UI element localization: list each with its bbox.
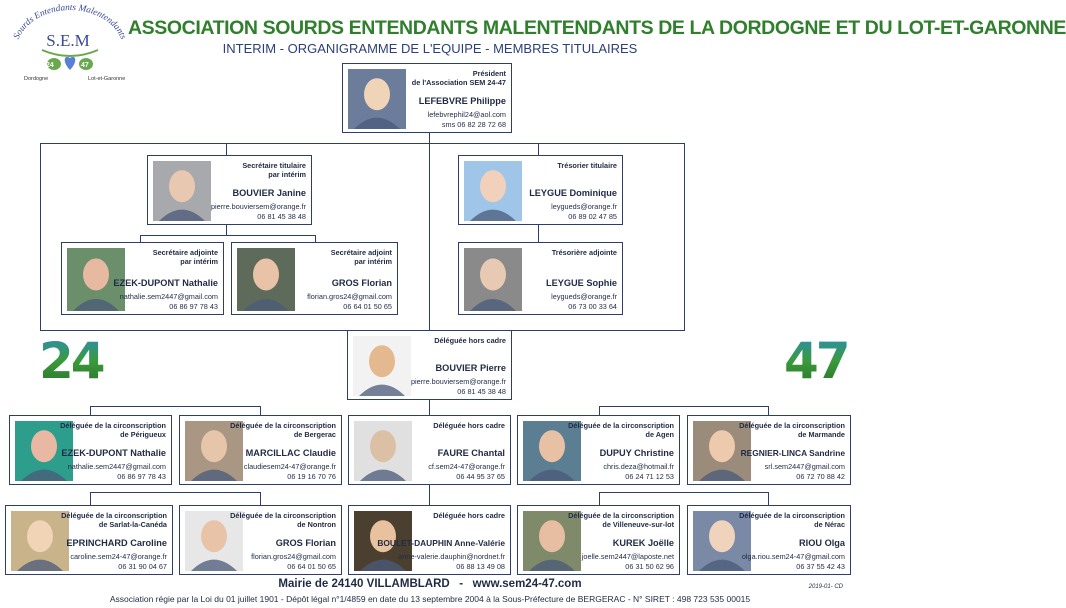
page-subtitle: INTERIM - ORGANIGRAMME DE L'EQUIPE - MEMBRES TITULAIRES <box>222 41 638 56</box>
connector-line <box>90 492 260 493</box>
association-logo <box>6 4 134 82</box>
member-email-link[interactable]: srl.sem2447@gmail.com <box>764 462 845 471</box>
member-role: Déléguée de la circonscription de Sarlat-la-Canéda <box>61 511 167 529</box>
member-phone: 06 89 02 47 85 <box>568 212 617 221</box>
member-phone: sms 06 82 28 72 68 <box>441 120 506 129</box>
member-photo <box>354 421 412 481</box>
member-card-boulet <box>348 505 511 575</box>
member-role: Secrétaire titulaire par intérim <box>242 161 306 179</box>
logo-arc-text: Sourds Entendants Malentendants <box>11 4 129 41</box>
department-number-left <box>37 330 103 398</box>
member-name: DUPUY Christine <box>599 448 674 458</box>
member-email-link[interactable]: leygueds@orange.fr <box>551 202 617 211</box>
member-email-link[interactable]: lefebvrephil24@aol.com <box>427 110 506 119</box>
connector-line <box>140 235 316 236</box>
member-role: Déléguée hors cadre <box>433 511 505 520</box>
member-card-agen <box>517 415 680 485</box>
member-email-link[interactable]: pierre.bouviersem@orange.fr <box>410 377 506 386</box>
connector-line <box>599 492 769 493</box>
connector-line <box>40 143 41 331</box>
member-phone: 06 81 45 38 48 <box>257 212 306 221</box>
member-name: EZEK-DUPONT Nathalie <box>113 278 218 288</box>
member-card-nerac <box>687 505 851 575</box>
connector-line <box>226 225 227 235</box>
member-phone: 06 31 50 62 96 <box>625 562 674 571</box>
member-phone: 06 37 55 42 43 <box>796 562 845 571</box>
connector-line <box>599 492 600 505</box>
connector-line <box>768 492 769 505</box>
connector-line <box>40 143 685 144</box>
connector-line <box>226 143 227 155</box>
member-email-link[interactable]: florian.gros24@gmail.com <box>307 292 392 301</box>
member-card-secretary-deputy-2 <box>231 242 398 315</box>
connector-line <box>429 132 430 330</box>
member-role: Trésorière adjointe <box>551 248 617 257</box>
member-name: BOULET-DAUPHIN Anne-Valérie <box>377 538 505 548</box>
member-name: GROS Florian <box>331 278 392 288</box>
member-role: Déléguée de la circonscription de Nontron <box>230 511 336 529</box>
member-card-treasurer <box>458 155 623 225</box>
member-phone: 06 24 71 12 53 <box>625 472 674 481</box>
connector-line <box>538 225 539 242</box>
member-card-bergerac <box>179 415 342 485</box>
member-photo <box>464 248 522 311</box>
member-card-marmande <box>687 415 851 485</box>
member-email-link[interactable]: chris.deza@hotmail.fr <box>603 462 674 471</box>
connector-line <box>599 406 600 415</box>
member-email-link[interactable]: cf.sem24-47@orange.fr <box>428 462 505 471</box>
connector-line <box>768 406 769 415</box>
member-name: MARCILLAC Claudie <box>245 448 336 458</box>
member-name: FAURE Chantal <box>437 448 505 458</box>
member-phone: 06 31 90 04 67 <box>118 562 167 571</box>
connector-line <box>260 492 261 505</box>
svg-text:47: 47 <box>784 332 848 390</box>
member-phone: 06 81 45 38 48 <box>457 387 506 396</box>
document-stamp: 2019-01- CD <box>808 584 843 590</box>
page-title: ASSOCIATION SOURDS ENTENDANTS MALENTENDANTS DE LA DORDOGNE ET DU LOT-ET-GARONNE <box>128 17 1066 39</box>
connector-line <box>315 235 316 242</box>
department-number-right <box>782 330 848 398</box>
connector-line <box>429 485 430 505</box>
member-name: EZEK-DUPONT Nathalie <box>61 448 166 458</box>
member-role: Déléguée de la circonscription de Bergerac <box>230 421 336 439</box>
logo-label-right: Lot-et-Garonne <box>88 76 126 82</box>
member-role: Déléguée hors cadre <box>434 336 506 345</box>
member-phone: 06 86 97 78 43 <box>169 302 218 311</box>
member-name: LEYGUE Dominique <box>529 188 617 198</box>
member-role: Secrétaire adjoint par intérim <box>330 248 392 266</box>
connector-line <box>684 143 685 331</box>
logo-number-left: 24 <box>46 62 54 69</box>
member-name: REGNIER-LINCA Sandrine <box>740 448 845 458</box>
member-role: Déléguée de la circonscription de Nérac <box>739 511 845 529</box>
member-card-delegate-main <box>347 330 512 400</box>
member-name: KUREK Joëlle <box>612 538 674 548</box>
member-name: LEFEBVRE Philippe <box>418 96 506 106</box>
connector-line <box>90 406 260 407</box>
connector-line <box>260 406 261 415</box>
member-phone: 06 64 01 50 65 <box>343 302 392 311</box>
member-name: RIOU Olga <box>799 538 845 548</box>
member-email-link[interactable]: nathalie.sem2447@gmail.com <box>67 462 166 471</box>
member-email-link[interactable]: claudiesem24-47@orange.fr <box>243 462 336 471</box>
member-role: Déléguée de la circonscription de Marmande <box>739 421 845 439</box>
member-email-link[interactable]: florian.gros24@gmail.com <box>251 552 336 561</box>
member-email-link[interactable]: leygueds@orange.fr <box>551 292 617 301</box>
member-card-secretary-deputy-1 <box>61 242 224 315</box>
member-role: Déléguée de la circonscription de Villeneuve-sur-lot <box>568 511 674 529</box>
member-phone: 06 19 16 70 76 <box>287 472 336 481</box>
member-name: BOUVIER Pierre <box>435 363 506 373</box>
member-photo <box>353 336 411 396</box>
connector-line <box>429 400 430 416</box>
member-name: GROS Florian <box>275 538 336 548</box>
connector-line <box>140 235 141 242</box>
member-card-president <box>342 63 512 133</box>
member-role: Secrétaire adjointe par intérim <box>152 248 218 266</box>
member-email-link[interactable]: anne-valerie.dauphin@nordnet.fr <box>398 552 505 561</box>
connector-line <box>538 143 539 155</box>
member-name: LEYGUE Sophie <box>546 278 617 288</box>
footer-address: Mairie de 24140 VILLAMBLARD - www.sem24-47.com <box>278 578 582 590</box>
member-role: Président de l'Association SEM 24-47 <box>411 69 506 87</box>
member-card-treasurer-deputy <box>458 242 623 315</box>
footer-legal: Association régie par la Loi du 01 juillet 1901 - Dépôt légal n°1/4859 en date du 13 septembre 2004 à la Sous-Préfecture de BERGERAC - N° SIRET : 498 723 535 00015 <box>109 594 751 604</box>
member-card-sarlat <box>5 505 173 575</box>
member-email-link[interactable]: caroline.sem24-47@orange.fr <box>70 552 167 561</box>
member-card-secretary <box>147 155 312 225</box>
member-role: Déléguée hors cadre <box>433 421 505 430</box>
member-phone: 06 73 00 33 64 <box>568 302 617 311</box>
member-photo <box>464 161 522 221</box>
connector-line <box>90 406 91 415</box>
member-email-link[interactable]: olga.riou.sem24-47@gmail.com <box>741 552 845 561</box>
member-phone: 06 64 01 50 65 <box>287 562 336 571</box>
member-card-faure <box>348 415 511 485</box>
member-email-link[interactable]: joelle.sem2447@laposte.net <box>581 552 674 561</box>
logo-graphic <box>6 4 134 82</box>
logo-number-right: 47 <box>81 62 89 69</box>
member-role: Déléguée de la circonscription de Périgueux <box>60 421 166 439</box>
connector-line <box>90 492 91 505</box>
member-card-villeneuve <box>517 505 680 575</box>
svg-text:24: 24 <box>39 332 103 390</box>
member-phone: 06 44 95 37 65 <box>456 472 505 481</box>
member-phone: 06 72 70 88 42 <box>796 472 845 481</box>
member-role: Déléguée de la circonscription de Agen <box>568 421 674 439</box>
member-card-nontron <box>179 505 342 575</box>
logo-monogram: S.E.M <box>46 31 90 50</box>
member-phone: 06 88 13 49 08 <box>456 562 505 571</box>
member-phone: 06 86 97 78 43 <box>117 472 166 481</box>
member-email-link[interactable]: nathalie.sem2447@gmail.com <box>119 292 218 301</box>
connector-line <box>599 406 769 407</box>
member-name: BOUVIER Janine <box>232 188 306 198</box>
member-email-link[interactable]: pierre.bouviersem@orange.fr <box>210 202 306 211</box>
member-card-perigueux <box>9 415 172 485</box>
logo-label-left: Dordogne <box>24 76 49 82</box>
member-role: Trésorier titulaire <box>557 161 617 170</box>
member-name: EPRINCHARD Caroline <box>66 538 167 548</box>
